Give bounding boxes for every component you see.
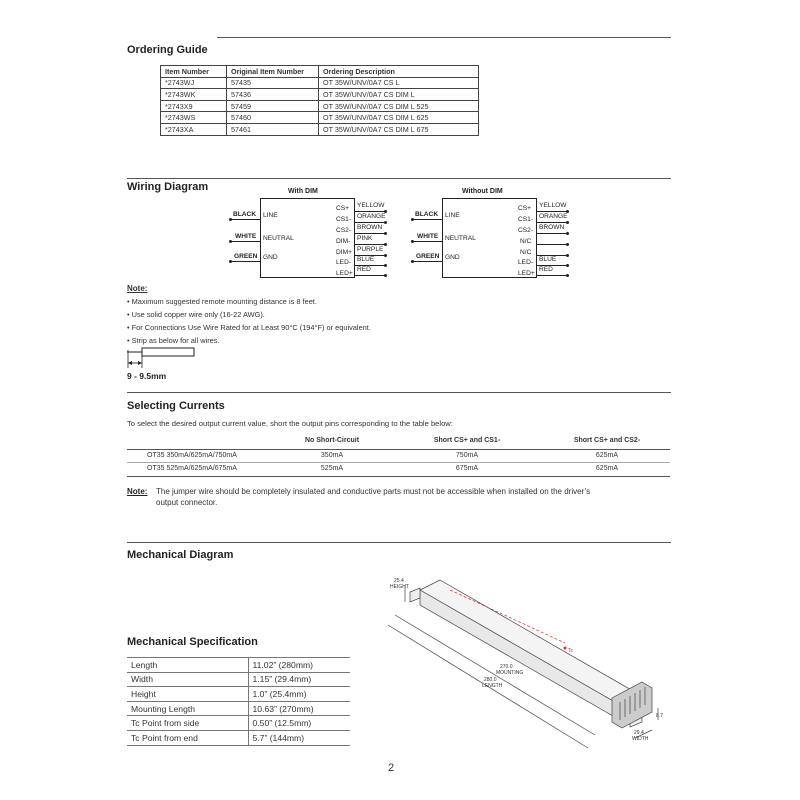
table-cell: 57460	[227, 112, 319, 124]
table-row	[127, 730, 350, 745]
table-cell: 625mA	[595, 465, 619, 472]
table-cell: OT 35W/UNV/0A7 CS DIM L 625	[319, 112, 479, 124]
output-pin-label: CS2-	[518, 227, 534, 234]
wire-line	[537, 222, 567, 223]
column-header: Ordering Description	[319, 66, 479, 78]
input-pin-label: LINE	[445, 212, 460, 219]
table-cell: 625mA	[595, 452, 619, 459]
wire-terminal-dot	[566, 221, 569, 224]
table-row	[161, 89, 479, 101]
spec-label: Mounting Length	[127, 701, 248, 716]
table-cell: OT 35W/UNV/0A7 CS DIM L 525	[319, 100, 479, 112]
currents-note-text: output connector.	[156, 498, 218, 507]
input-pin-label: NEUTRAL	[445, 235, 476, 242]
table-cell: OT35 525mA/625mA/675mA	[147, 465, 237, 472]
mechanical-spec-table	[127, 657, 350, 746]
input-wire-color: WHITE	[235, 233, 257, 240]
wire-terminal-dot	[384, 221, 387, 224]
section-divider	[127, 542, 671, 543]
width-dim-unit: WIDTH	[632, 736, 649, 742]
wire-terminal-dot	[384, 232, 387, 235]
wire-terminal-dot	[384, 210, 387, 213]
input-wire-color: GREEN	[234, 253, 258, 260]
table-row	[161, 112, 479, 124]
spec-value: 1.15” (29.4mm)	[248, 672, 350, 687]
output-wire-color: BROWN	[539, 224, 565, 231]
wire-line	[355, 222, 385, 223]
output-wire-color: BLUE	[357, 256, 375, 263]
length-dim-unit: LENGTH	[482, 683, 503, 689]
spec-label: Height	[127, 687, 248, 702]
length-dim-label: 280.0	[484, 677, 497, 683]
tc-mark-label: Tc	[568, 648, 573, 654]
input-wire-color: WHITE	[417, 233, 439, 240]
output-pin-label: N/C	[520, 249, 532, 256]
output-pin-label: LED-	[336, 259, 352, 266]
spec-value: 1.0” (25.4mm)	[248, 687, 350, 702]
table-cell: OT 35W/UNV/0A7 CS DIM L 675	[319, 123, 479, 135]
spec-label: Tc Point from end	[127, 730, 248, 745]
ordering-table	[160, 65, 479, 136]
mechanical-drawing	[380, 570, 670, 760]
side-dim-label: 8.7	[656, 713, 663, 719]
wire-terminal-dot	[384, 254, 387, 257]
table-row	[127, 658, 350, 673]
table-rule	[127, 449, 670, 450]
wire-line	[355, 255, 385, 256]
table-cell: 750mA	[455, 452, 479, 459]
wire-line	[230, 261, 260, 262]
output-pin-label: LED+	[336, 270, 353, 277]
spec-label: Width	[127, 672, 248, 687]
height-dim-unit: HEIGHT	[390, 584, 409, 590]
output-pin-label: DIM-	[336, 238, 351, 245]
wire-terminal-dot	[566, 232, 569, 235]
table-cell: OT35 350mA/625mA/750mA	[147, 452, 237, 459]
wire-line	[355, 265, 385, 266]
output-wire-color: RED	[539, 266, 553, 273]
input-pin-label: GND	[263, 254, 278, 261]
output-wire-color: PURPLE	[357, 246, 384, 253]
spec-value: 5.7” (144mm)	[248, 730, 350, 745]
table-cell: 350mA	[320, 452, 344, 459]
table-cell: *2743X9	[161, 100, 227, 112]
output-pin-label: LED+	[518, 270, 535, 277]
section-divider	[217, 37, 671, 38]
table-row	[161, 77, 479, 89]
table-cell: 675mA	[455, 465, 479, 472]
output-wire-color: YELLOW	[539, 202, 567, 209]
wiring-diagram-title: Wiring Diagram	[127, 181, 209, 193]
table-header-row	[127, 437, 670, 449]
table-cell: 525mA	[320, 465, 344, 472]
wire-line	[355, 244, 385, 245]
column-header: Short CS+ and CS1-	[433, 437, 501, 444]
ordering-guide-title: Ordering Guide	[127, 44, 208, 56]
table-row	[127, 687, 350, 702]
spec-value: 11.02” (280mm)	[248, 658, 350, 673]
output-wire-color: BROWN	[357, 224, 383, 231]
output-pin-label: N/C	[520, 238, 532, 245]
note-heading: Note:	[127, 284, 148, 293]
input-wire-color: GREEN	[416, 253, 440, 260]
output-wire-color: YELLOW	[357, 202, 385, 209]
input-pin-label: GND	[445, 254, 460, 261]
wire-terminal-dot	[566, 243, 569, 246]
currents-note-text: The jumper wire should be completely insulated and conductive parts must not be accessible when installed on the driver’s	[156, 487, 591, 496]
table-rule	[127, 476, 670, 477]
output-wire-color: BLUE	[539, 256, 557, 263]
output-wire-color: ORANGE	[539, 213, 568, 220]
table-row	[127, 716, 350, 731]
selecting-currents-title: Selecting Currents	[127, 400, 225, 412]
table-cell: *2743WS	[161, 112, 227, 124]
table-row	[161, 100, 479, 112]
wire-line	[355, 211, 385, 212]
output-wire-color: ORANGE	[357, 213, 386, 220]
wire-line	[537, 233, 567, 234]
output-pin-label: CS+	[518, 205, 532, 212]
output-pin-label: CS+	[336, 205, 350, 212]
column-header: Original Item Number	[227, 66, 319, 78]
table-row	[127, 701, 350, 716]
table-header-row	[161, 66, 479, 78]
note-item: • Maximum suggested remote mounting distance is 8 feet.	[127, 297, 317, 306]
height-dim-label: 25.4	[394, 578, 404, 584]
wire-strip-illustration	[127, 346, 197, 370]
table-cell: OT 35W/UNV/0A7 CS DIM L	[319, 89, 479, 101]
currents-intro: To select the desired output current value, short the output pins corresponding to the table below:	[127, 419, 453, 428]
page-number: 2	[388, 762, 395, 774]
table-row	[161, 123, 479, 135]
wire-line	[412, 241, 442, 242]
wire-line	[230, 241, 260, 242]
wire-terminal-dot	[384, 274, 387, 277]
table-cell: 57436	[227, 89, 319, 101]
wire-line	[412, 261, 442, 262]
spec-label: Tc Point from side	[127, 716, 248, 731]
table-cell: 57435	[227, 77, 319, 89]
with-dim-heading: With DIM	[288, 188, 318, 195]
spec-label: Length	[127, 658, 248, 673]
output-wire-color: PINK	[357, 235, 373, 242]
section-divider	[127, 178, 671, 179]
column-header: No Short-Circuit	[304, 437, 360, 444]
table-rule	[127, 462, 670, 463]
table-row	[127, 672, 350, 687]
note-item: • For Connections Use Wire Rated for at Least 90°C (194°F) or equivalent.	[127, 323, 371, 332]
input-pin-label: NEUTRAL	[263, 235, 294, 242]
input-wire-color: BLACK	[233, 211, 257, 218]
wire-line	[537, 244, 567, 245]
output-pin-label: CS1-	[518, 216, 534, 223]
table-cell: OT 35W/UNV/0A7 CS L	[319, 77, 479, 89]
spec-value: 10.63” (270mm)	[248, 701, 350, 716]
note-item: • Use solid copper wire only (16-22 AWG).	[127, 310, 265, 319]
wire-line	[537, 255, 567, 256]
table-cell: *2743WK	[161, 89, 227, 101]
currents-note-label: Note:	[127, 487, 148, 496]
input-pin-label: LINE	[263, 212, 278, 219]
strip-length-label: 9 - 9.5mm	[127, 371, 167, 381]
table-cell: *2743WJ	[161, 77, 227, 89]
spec-value: 0.50” (12.5mm)	[248, 716, 350, 731]
without-dim-heading: Without DIM	[462, 188, 503, 195]
wire-terminal-dot	[566, 264, 569, 267]
output-pin-label: LED-	[518, 259, 534, 266]
output-pin-label: CS2-	[336, 227, 352, 234]
wire-line	[537, 211, 567, 212]
wire-line	[537, 265, 567, 266]
wire-terminal-dot	[566, 210, 569, 213]
note-item: • Strip as below for all wires.	[127, 336, 220, 345]
input-wire-color: BLACK	[415, 211, 439, 218]
width-dim-label: 29.4	[634, 730, 644, 736]
wire-line	[412, 219, 442, 220]
mechanical-spec-title: Mechanical Specification	[127, 636, 258, 648]
mechanical-diagram-title: Mechanical Diagram	[127, 549, 234, 561]
wire-terminal-dot	[384, 264, 387, 267]
wire-terminal-dot	[566, 254, 569, 257]
output-wire-color: RED	[357, 266, 371, 273]
column-header: Item Number	[161, 66, 227, 78]
wire-terminal-dot	[566, 274, 569, 277]
table-cell: *2743XA	[161, 123, 227, 135]
mounting-dim-label: 270.0	[500, 664, 513, 670]
output-pin-label: CS1-	[336, 216, 352, 223]
output-pin-label: DIM+	[336, 249, 352, 256]
table-cell: 57461	[227, 123, 319, 135]
wire-line	[355, 233, 385, 234]
column-header: Short CS+ and CS2-	[573, 437, 641, 444]
table-cell: 57459	[227, 100, 319, 112]
wire-line	[230, 219, 260, 220]
wire-line	[355, 275, 385, 276]
wire-terminal-dot	[384, 243, 387, 246]
section-divider	[127, 392, 671, 393]
mounting-dim-unit: MOUNTING	[496, 670, 524, 676]
wire-line	[537, 275, 567, 276]
